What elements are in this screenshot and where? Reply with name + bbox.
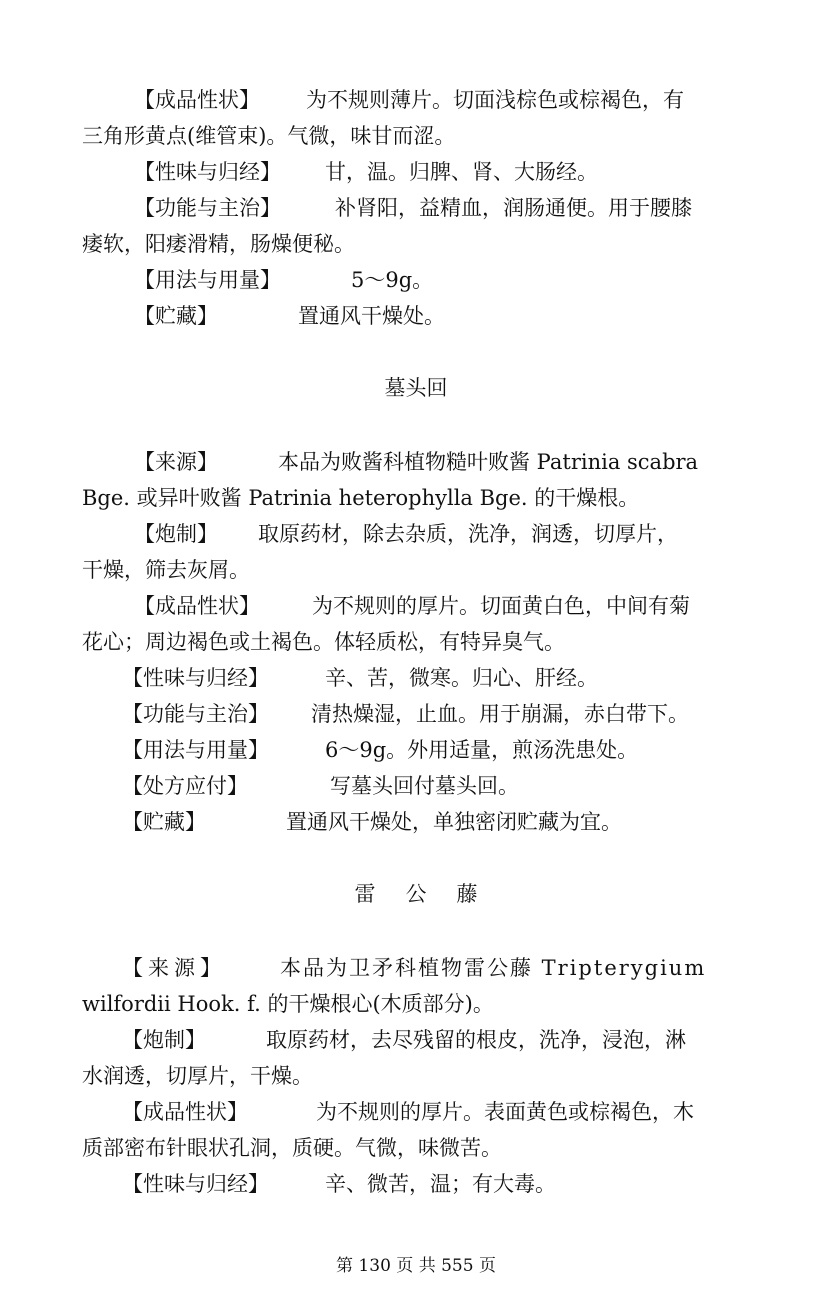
entry-line — [0, 628, 832, 656]
field-text: 三角形黄点(维管束)。气微，味甘而涩。 — [82, 124, 456, 148]
entry-line — [0, 448, 832, 476]
entry-title: 雷公藤 — [354, 882, 508, 906]
field-label: 【功能与主治】 — [122, 702, 269, 726]
field-text: 清热燥湿，止血。用于崩漏，赤白带下。 — [311, 702, 689, 726]
field-text: 为不规则薄片。切面浅棕色或棕褐色，有 — [306, 88, 684, 112]
entry-line — [0, 1098, 832, 1126]
field-label: 【用法与用量】 — [122, 738, 269, 762]
field-text: wilfordii Hook. f. 的干燥根心(木质部分)。 — [82, 992, 494, 1016]
entry-line — [0, 1170, 832, 1198]
field-text: 本品为败酱科植物糙叶败酱 Patrinia scabra — [278, 450, 699, 474]
entry-line — [0, 736, 832, 764]
field-text: 取原药材，除去杂质，洗净，润透，切厚片， — [258, 522, 678, 546]
field-label: 【成品性状】 — [134, 88, 260, 112]
entry-line — [0, 302, 832, 330]
field-text: 甘，温。归脾、肾、大肠经。 — [325, 160, 598, 184]
entry-line — [0, 664, 832, 692]
entry-line — [0, 954, 832, 982]
entry-line — [0, 86, 832, 114]
entry-line — [0, 230, 832, 258]
field-text: 辛、微苦，温；有大毒。 — [325, 1172, 556, 1196]
page-footer: 第 130 页 共 555 页 — [336, 1256, 496, 1276]
field-label: 【炮制】 — [122, 1028, 206, 1052]
entry-line — [0, 1134, 832, 1162]
field-text: 补肾阳，益精血，润肠通便。用于腰膝 — [335, 196, 692, 220]
entry-line — [0, 484, 832, 512]
entry-line — [0, 194, 832, 222]
entry-line — [0, 520, 832, 548]
field-text: 花心；周边褐色或土褐色。体轻质松，有特异臭气。 — [82, 630, 565, 654]
field-text: 置通风干燥处，单独密闭贮藏为宜。 — [286, 810, 622, 834]
field-label: 【处方应付】 — [122, 774, 248, 798]
entry-line — [0, 1062, 832, 1090]
field-text: 痿软，阳痿滑精，肠燥便秘。 — [82, 232, 355, 256]
entry-line — [0, 990, 832, 1018]
field-label: 【贮藏】 — [122, 810, 206, 834]
field-text: Bge. 或异叶败酱 Patrinia heterophylla Bge. 的干燥根。 — [82, 486, 640, 510]
field-label: 【功能与主治】 — [134, 196, 281, 220]
field-label: 【来源】 — [122, 956, 226, 980]
entry-line — [0, 772, 832, 800]
field-text: 5～9g。 — [351, 268, 434, 292]
field-text: 取原药材，去尽残留的根皮，洗净，浸泡，淋 — [266, 1028, 686, 1052]
field-label: 【性味与归经】 — [134, 160, 281, 184]
field-label: 【来源】 — [134, 450, 218, 474]
field-label: 【性味与归经】 — [122, 666, 269, 690]
field-label: 【成品性状】 — [134, 594, 260, 618]
field-text: 写墓头回付墓头回。 — [330, 774, 519, 798]
field-text: 水润透，切厚片，干燥。 — [82, 1064, 313, 1088]
field-text: 本品为卫矛科植物雷公藤 Tripterygium — [280, 956, 707, 980]
entry-line — [0, 266, 832, 294]
field-label: 【成品性状】 — [122, 1100, 248, 1124]
field-label: 【炮制】 — [134, 522, 218, 546]
field-label: 【用法与用量】 — [134, 268, 281, 292]
field-label: 【贮藏】 — [134, 304, 218, 328]
entry-line — [0, 808, 832, 836]
field-text: 6～9g。外用适量，煎汤洗患处。 — [325, 738, 639, 762]
entry-line — [0, 158, 832, 186]
field-text: 置通风干燥处。 — [298, 304, 445, 328]
entry-line — [0, 122, 832, 150]
entry-line — [0, 700, 832, 728]
entry-line — [0, 592, 832, 620]
field-text: 为不规则的厚片。切面黄白色，中间有菊 — [312, 594, 690, 618]
field-text: 干燥，筛去灰屑。 — [82, 558, 250, 582]
entry-line — [0, 556, 832, 584]
field-label: 【性味与归经】 — [122, 1172, 269, 1196]
field-text: 辛、苦，微寒。归心、肝经。 — [325, 666, 598, 690]
field-text: 为不规则的厚片。表面黄色或棕褐色，木 — [316, 1100, 694, 1124]
entry-title: 墓头回 — [384, 376, 448, 400]
entry-line — [0, 1026, 832, 1054]
field-text: 质部密布针眼状孔洞，质硬。气微，味微苦。 — [82, 1136, 502, 1160]
